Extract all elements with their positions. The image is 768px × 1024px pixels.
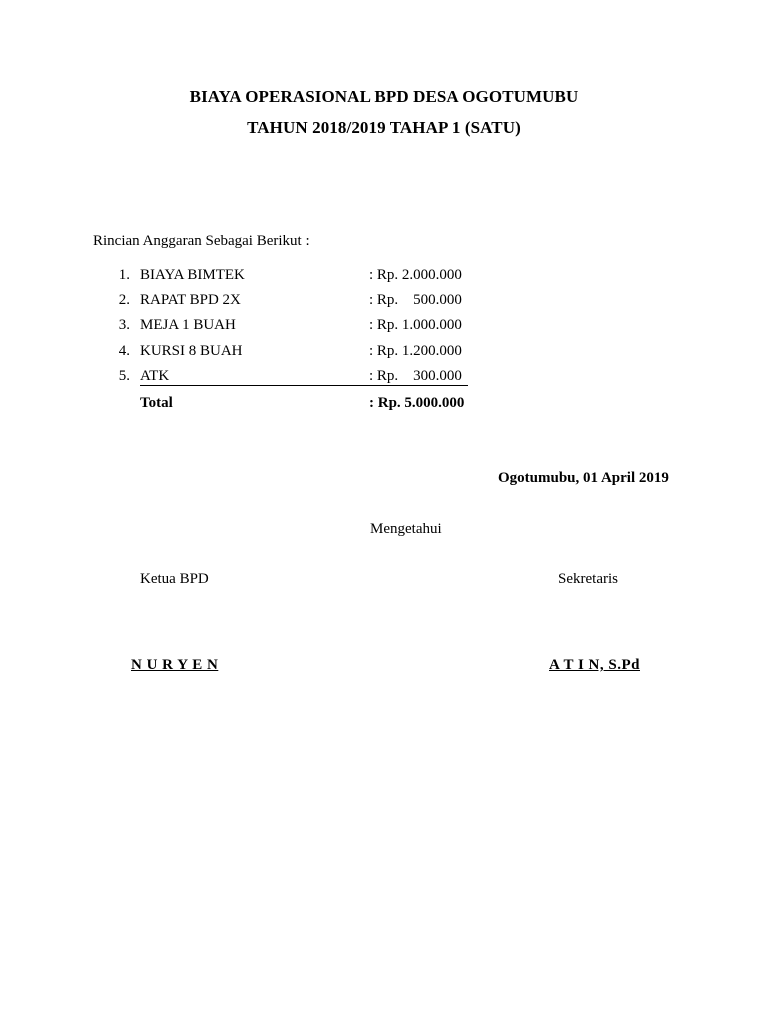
item-number: 1.	[118, 267, 130, 283]
item-amount: : Rp. 1.000.000	[369, 317, 462, 333]
item-number: 4.	[118, 343, 130, 359]
item-label: RAPAT BPD 2X	[140, 292, 241, 308]
item-amount: : Rp. 1.200.000	[369, 343, 462, 359]
intro-text: Rincian Anggaran Sebagai Berikut :	[93, 233, 310, 249]
right-signatory-name: A T I N, S.Pd	[549, 657, 640, 673]
document-title: BIAYA OPERASIONAL BPD DESA OGOTUMUBU	[189, 87, 579, 106]
item-label: ATK	[140, 368, 170, 384]
item-number: 3.	[118, 317, 130, 333]
item-amount: : Rp. 500.000	[369, 292, 462, 308]
item-amount: : Rp. 2.000.000	[369, 267, 462, 283]
document-subtitle: TAHUN 2018/2019 TAHAP 1 (SATU)	[247, 118, 521, 137]
acknowledged-label: Mengetahui	[370, 521, 442, 537]
item-label: BIAYA BIMTEK	[140, 267, 245, 283]
item-label: MEJA 1 BUAH	[140, 317, 236, 333]
total-amount: : Rp. 5.000.000	[369, 395, 465, 411]
right-signatory-role: Sekretaris	[558, 571, 618, 587]
left-signatory-name: N U R Y E N	[131, 657, 219, 673]
list-item	[0, 343, 768, 365]
left-signatory-role: Ketua BPD	[140, 571, 209, 587]
sum-divider-line	[140, 385, 468, 386]
item-number: 5.	[118, 368, 130, 384]
place-date: Ogotumubu, 01 April 2019	[498, 470, 669, 486]
total-label: Total	[140, 395, 173, 411]
list-item	[0, 317, 768, 339]
list-item	[0, 292, 768, 314]
list-item	[0, 267, 768, 289]
item-amount: : Rp. 300.000	[369, 368, 462, 384]
item-label: KURSI 8 BUAH	[140, 343, 243, 359]
item-number: 2.	[118, 292, 130, 308]
list-item	[0, 368, 768, 390]
